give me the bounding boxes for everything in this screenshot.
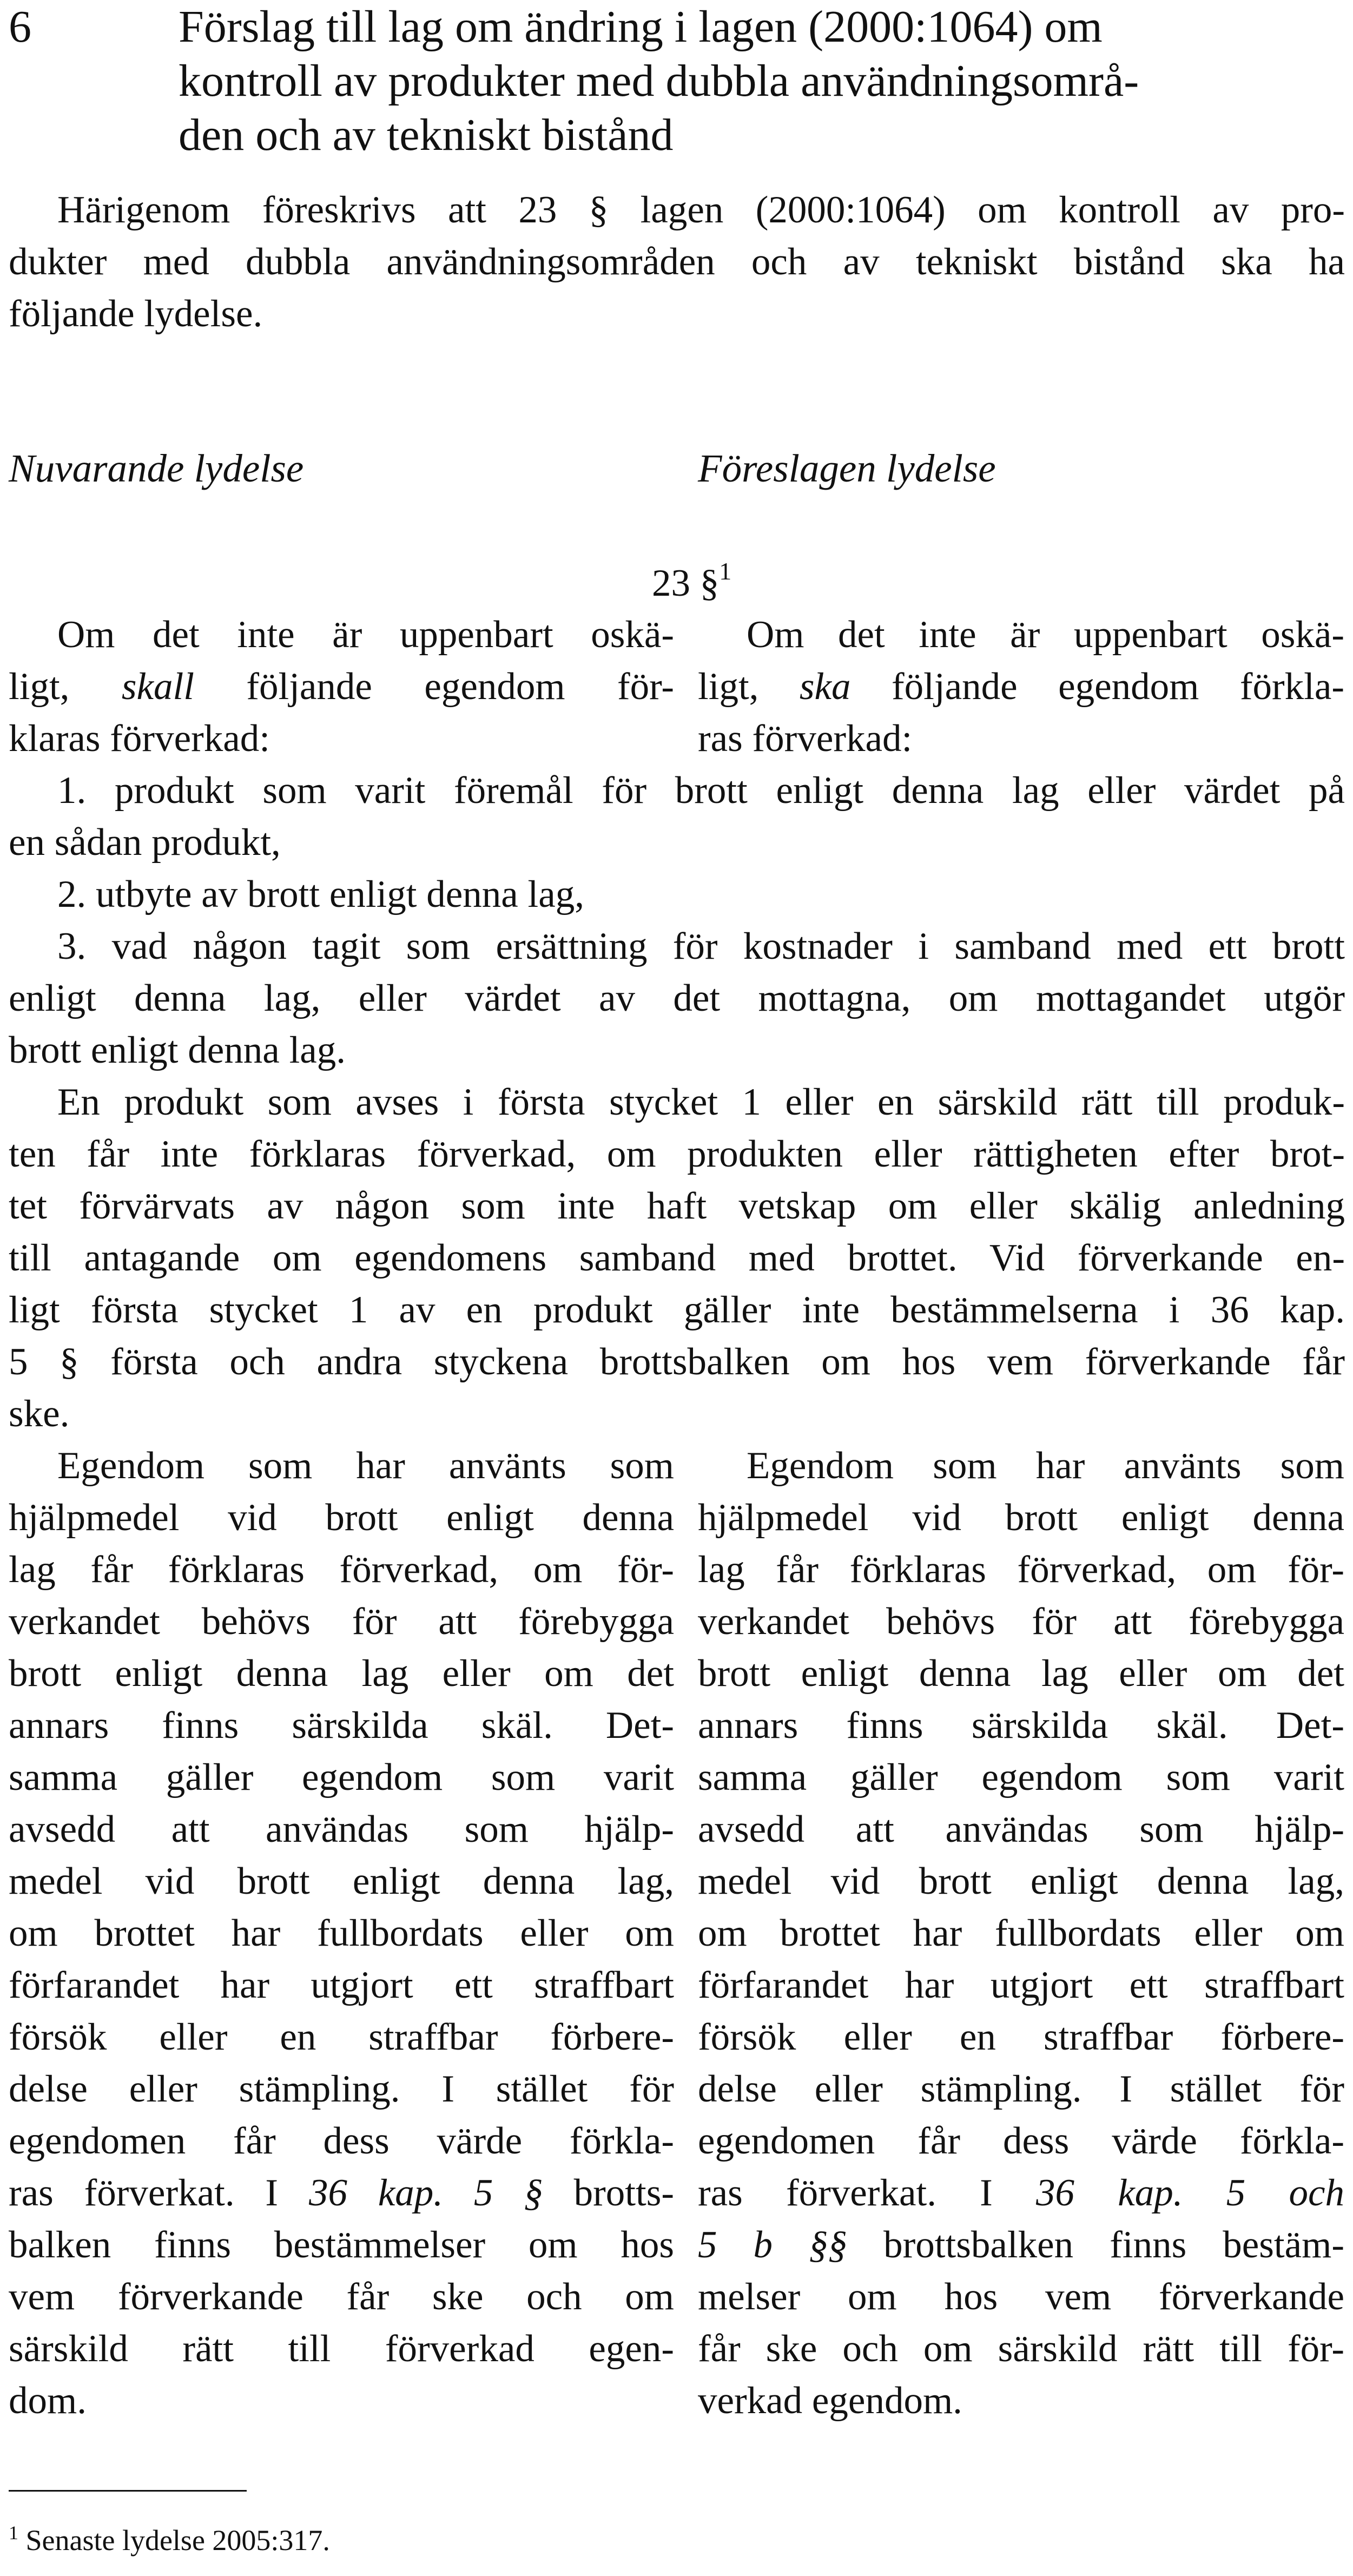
text-line: förfarandet har utgjort ett straffbart	[698, 1964, 1344, 2006]
text-line: Om det inte är uppenbart oskä-	[747, 614, 1344, 656]
text-line: en sådan produkt,	[9, 821, 281, 864]
intro-line: följande lydelse.	[9, 293, 263, 335]
text-line: klaras förverkad:	[9, 717, 270, 760]
text-line: Om det inte är uppenbart oskä-	[57, 614, 674, 656]
text-run: ligt,	[9, 666, 122, 708]
text-line: om brottet har fullbordats eller om	[698, 1912, 1344, 1954]
text-run: ligt,	[698, 666, 800, 708]
text-line: brott enligt denna lag eller om det	[698, 1652, 1344, 1695]
footnote-text: Senaste lydelse 2005:317.	[25, 2524, 330, 2557]
text-line: avsedd att användas som hjälp-	[698, 1808, 1344, 1850]
text-line: delse eller stämpling. I stället för	[9, 2068, 674, 2110]
text-line: samma gäller egendom som varit	[9, 1756, 674, 1798]
text-line: samma gäller egendom som varit	[698, 1756, 1344, 1798]
text-line: om brottet har fullbordats eller om	[9, 1912, 674, 1954]
text-line: hjälpmedel vid brott enligt denna	[9, 1497, 674, 1539]
text-line	[698, 661, 1344, 713]
text-run: ras förverkat. I	[698, 2172, 1037, 2214]
text-run: följande egendom för-	[194, 666, 674, 708]
text-line: 5 § första och andra styckena brottsbalken om hos vem förverkande får	[9, 1341, 1345, 1383]
text-line: ligt första stycket 1 av en produkt gäller inte bestämmelserna i 36 kap.	[9, 1289, 1345, 1331]
text-line: Egendom som har använts som	[747, 1445, 1344, 1487]
text-line: särskild rätt till förverkad egen-	[9, 2328, 674, 2370]
title-line: kontroll av produkter med dubbla användningsområ-	[179, 56, 1139, 106]
text-line: verkad egendom.	[698, 2380, 962, 2422]
text-line: försök eller en straffbar förbere-	[9, 2016, 674, 2058]
text-line: melser om hos vem förverkande	[698, 2276, 1344, 2318]
text-line: verkandet behövs för att förebygga	[698, 1600, 1344, 1643]
text-line	[698, 2219, 1344, 2271]
text-line: får ske och om särskild rätt till för-	[698, 2328, 1344, 2370]
text-line: annars finns särskilda skäl. Det-	[9, 1704, 674, 1747]
emphasis-skall: skall	[121, 666, 194, 708]
text-line	[698, 2167, 1344, 2219]
text-line: lag får förklaras förverkad, om för-	[9, 1549, 674, 1591]
text-line: annars finns särskilda skäl. Det-	[698, 1704, 1344, 1747]
proposed-para-1	[698, 609, 1344, 765]
text-line: En produkt som avses i första stycket 1 eller en särskild rätt till produk-	[57, 1081, 1345, 1123]
text-line: avsedd att användas som hjälp-	[9, 1808, 674, 1850]
text-line: 3. vad någon tagit som ersättning för kostnader i samband med ett brott	[57, 925, 1345, 967]
intro-paragraph	[9, 184, 1345, 340]
current-para-3	[9, 1440, 674, 2427]
intro-line: dukter med dubbla användningsområden och av tekniskt bistånd ska ha	[9, 241, 1345, 283]
text-line: ras förverkad:	[698, 717, 913, 760]
text-line: förfarandet har utgjort ett straffbart	[9, 1964, 674, 2006]
text-line: Egendom som har använts som	[57, 1445, 674, 1487]
text-line: medel vid brott enligt denna lag,	[9, 1860, 674, 1902]
page-number: 6	[9, 2, 31, 52]
emphasis-reference: 36 kap. 5 och	[1036, 2172, 1344, 2214]
text-line: verkandet behövs för att förebygga	[9, 1600, 674, 1643]
proposed-para-3	[698, 1440, 1344, 2427]
section-label: 23 §	[652, 562, 720, 604]
text-line: 2. utbyte av brott enligt denna lag,	[57, 873, 585, 915]
text-line: ske.	[9, 1393, 70, 1435]
text-run: brotts-	[543, 2172, 674, 2214]
text-run: ras förverkat. I	[9, 2172, 309, 2214]
text-line: ten får inte förklaras förverkad, om produkten eller rättigheten efter brot-	[9, 1133, 1345, 1175]
header-proposed-wording: Föreslagen lydelse	[698, 446, 996, 490]
text-run: följande egendom förkla-	[850, 666, 1345, 708]
text-line: till antagande om egendomens samband med brottet. Vid förverkande en-	[9, 1237, 1345, 1279]
emphasis-reference: 36 kap. 5 §	[308, 2172, 543, 2214]
title-line: den och av tekniskt bistånd	[179, 110, 674, 160]
text-line	[9, 661, 674, 713]
text-line: enligt denna lag, eller värdet av det mottagna, om mottagandet utgör	[9, 977, 1345, 1019]
text-line: medel vid brott enligt denna lag,	[698, 1860, 1344, 1902]
text-line: vem förverkande får ske och om	[9, 2276, 674, 2318]
footnote	[9, 2521, 330, 2562]
text-line: brott enligt denna lag.	[9, 1029, 346, 1071]
emphasis-reference: 5 b §§	[698, 2224, 848, 2266]
section-heading	[652, 557, 731, 614]
text-line: lag får förklaras förverkad, om för-	[698, 1549, 1344, 1591]
current-para-1	[9, 609, 674, 765]
footnote-mark: 1	[9, 2522, 18, 2544]
text-line: tet förvärvats av någon som inte haft vetskap om eller skälig anledning	[9, 1185, 1345, 1227]
text-line	[9, 2167, 674, 2219]
common-text	[9, 765, 1345, 1440]
text-line: brott enligt denna lag eller om det	[9, 1652, 674, 1695]
footnote-divider	[9, 2490, 247, 2492]
text-line: 1. produkt som varit föremål för brott enligt denna lag eller värdet på	[57, 769, 1345, 812]
text-line: hjälpmedel vid brott enligt denna	[698, 1497, 1344, 1539]
header-current-wording: Nuvarande lydelse	[9, 446, 304, 490]
proposal-title	[179, 0, 1315, 162]
text-line: försök eller en straffbar förbere-	[698, 2016, 1344, 2058]
text-line: balken finns bestämmelser om hos	[9, 2224, 674, 2266]
text-line: delse eller stämpling. I stället för	[698, 2068, 1344, 2110]
footnote-reference: 1	[719, 557, 732, 585]
text-run: brottsbalken finns bestäm-	[847, 2224, 1344, 2266]
text-line: egendomen får dess värde förkla-	[698, 2120, 1344, 2162]
text-line: dom.	[9, 2380, 87, 2422]
emphasis-ska: ska	[799, 666, 851, 708]
intro-line: Härigenom föreskrivs att 23 § lagen (2000:1064) om kontroll av pro-	[57, 189, 1345, 231]
text-line: egendomen får dess värde förkla-	[9, 2120, 674, 2162]
title-line: Förslag till lag om ändring i lagen (2000:1064) om	[179, 2, 1103, 52]
